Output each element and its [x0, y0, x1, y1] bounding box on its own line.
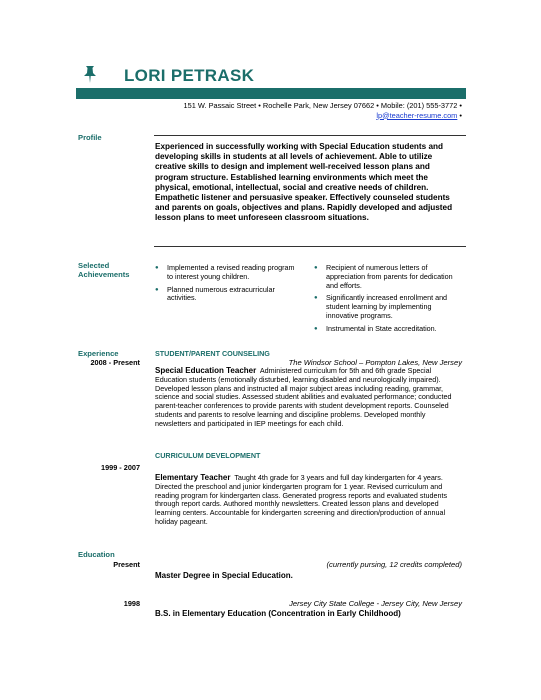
education-institution: Jersey City State College - Jersey City, New Jersey [289, 599, 462, 608]
profile-text: Experienced in successfully working with Special Education students and developing skills in students at all levels of achievement. Able to utilize creative skills to design and implement well-received lesson plans and program structure. Established learning environments which meet the physical, emotional, intellectual, social and creative needs of children. Empathetic listener and persuasive speaker. Effectively counseled students and parents on goals, objectives and plans. Rapidly developed and adjusted lesson plans to meet unforeseen classroom situations. [155, 142, 453, 223]
header-bar [76, 88, 466, 99]
job-dates: 1999 - 2007 [101, 463, 140, 472]
education-degree: Master Degree in Special Education. [155, 571, 293, 580]
education-degree: B.S. in Elementary Education (Concentration in Early Childhood) [155, 609, 401, 618]
job-title: Special Education Teacher [155, 366, 257, 375]
list-item: ● Recipient of numerous letters of appreciation from parents for dedication and efforts. [314, 264, 464, 290]
job-description: Taught 4th grade for 3 years and full day kindergarten for 4 years. Directed the preschool and junior kindergarten program for 1 year. Revised curriculum and reading program for kindergarten class. Generated progress reports and evaluated students through report cards. Authored monthly newsletters. Created lesson plans and developed learning centers. Accountable for kindergarten screening and direction/production of annual holiday pageant. [155, 473, 448, 526]
list-item: ● Implemented a revised reading program to interest young children. [155, 264, 295, 282]
candidate-name: LORI PETRASK [124, 66, 255, 85]
email-suffix: • [457, 110, 462, 120]
pushpin-icon [80, 64, 100, 84]
experience-heading: Experience [78, 349, 119, 358]
job-location: The Windsor School – Pompton Lakes, New Jersey [288, 358, 462, 367]
achievements-heading [78, 261, 130, 279]
job-entry [155, 367, 463, 429]
profile-bottom-rule [154, 246, 466, 247]
achievements-heading-line1: Selected [78, 261, 110, 270]
email-link[interactable]: lp@teacher-resume.com [376, 110, 458, 120]
achievements-heading-line2: Achievements [78, 270, 130, 279]
job-dates: 2008 - Present [90, 358, 140, 367]
achievements-list-left [155, 264, 295, 307]
job-entry [155, 474, 463, 527]
education-dates: 1998 [123, 599, 140, 608]
profile-heading: Profile [78, 133, 102, 142]
profile-top-rule [154, 135, 466, 136]
job-category: STUDENT/PARENT COUNSELING [155, 349, 270, 358]
job-title: Elementary Teacher [155, 473, 231, 482]
education-heading: Education [78, 550, 115, 559]
education-dates: Present [113, 560, 140, 569]
job-description: Administered curriculum for 5th and 6th grade Special Education students (emotionally disturbed, learning disabled and neurologically impaired). Developed lesson plans and instructed all major subject areas including reading, grammar, science and social studies. Assessed student abilities and evaluated performance; conducted parent-teacher conferences to provide parents with student development reports. Counseled students and parents to resolve learning and discipline problems. Developed monthly newsletters and participated in IEP meetings for each child. [155, 366, 452, 428]
achievements-list-right [314, 264, 464, 338]
education-institution: (currently pursing, 12 credits completed) [326, 560, 462, 569]
list-item: ● Planned numerous extracurricular activities. [155, 286, 295, 304]
contact-line: 151 W. Passaic Street • Rochelle Park, New Jersey 07662 • Mobile: (201) 555-3772 • [183, 101, 462, 110]
job-category: CURRICULUM DEVELOPMENT [155, 451, 261, 460]
list-item: ● Significantly increased enrollment and student learning by implementing innovative programs. [314, 294, 464, 320]
contact-info [150, 101, 462, 120]
list-item: ● Instrumental in State accreditation. [314, 325, 464, 334]
